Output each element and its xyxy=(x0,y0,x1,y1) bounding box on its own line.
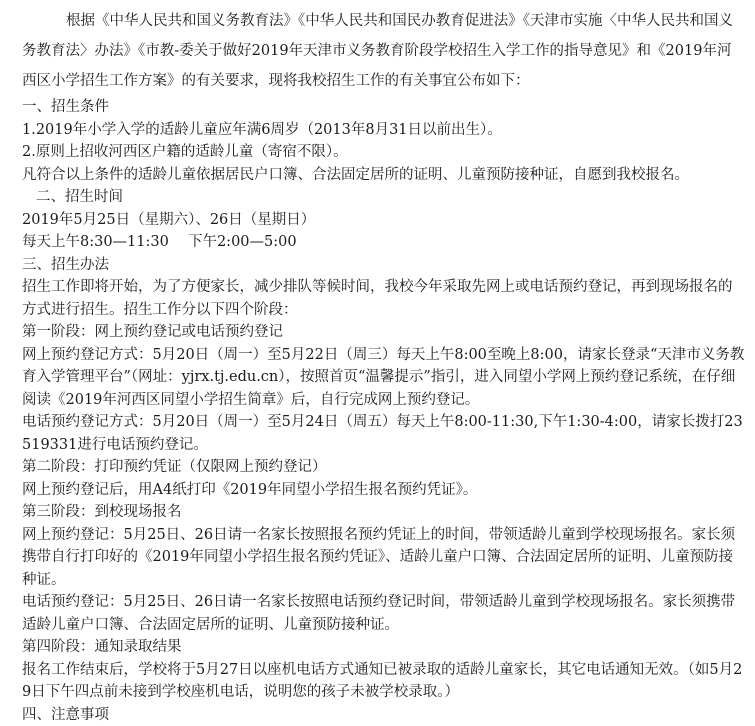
enrollment-hours: 每天上午8:30—11:30 下午2:00—5:00 xyxy=(22,231,745,254)
enrollment-date: 2019年5月25日（星期六）、26日（星期日） xyxy=(22,209,745,232)
condition-item-1: 1.2019年小学入学的适龄儿童应年满6周岁（2013年8月31日以前出生）。 xyxy=(22,119,745,142)
method-overview: 招生工作即将开始，为了方便家长，减少排队等候时间，我校今年采取先网上或电话预约登记，再到现场报名的方式进行招生。招生工作分以下四个阶段： xyxy=(22,276,745,321)
stage2-title: 第二阶段：打印预约凭证（仅限网上预约登记） xyxy=(22,456,745,479)
stage2-text: 网上预约登记后，用A4纸打印《2019年同望小学招生报名预约凭证》。 xyxy=(22,479,745,502)
stage3-online: 网上预约登记：5月25日、26日请一名家长按照报名预约凭证上的时间，带领适龄儿童到学校现场报名。家长须携带自行打印好的《2019年同望小学招生报名预约凭证》、适龄儿童户口簿、合法固定居所的证明、儿童预防接种证。 xyxy=(22,524,745,592)
stage4-title: 第四阶段：通知录取结果 xyxy=(22,636,745,659)
stage3-title: 第三阶段：到校现场报名 xyxy=(22,501,745,524)
condition-note: 凡符合以上条件的适龄儿童依据居民户口簿、合法固定居所的证明、儿童预防接种证，自愿到我校报名。 xyxy=(22,164,745,187)
stage1-title: 第一阶段：网上预约登记或电话预约登记 xyxy=(22,321,745,344)
section-heading-notes: 四、注意事项 xyxy=(22,704,745,726)
section-heading-conditions: 一、招生条件 xyxy=(22,96,745,119)
stage4-text: 报名工作结束后，学校将于5月27日以座机电话方式通知已被录取的适龄儿童家长，其它电话通知无效。（如5月29日下午四点前未接到学校座机电话，说明您的孩子未被学校录取。） xyxy=(22,659,745,704)
section-heading-time: 二、招生时间 xyxy=(22,186,745,209)
intro-paragraph: 根据《中华人民共和国义务教育法》《中华人民共和国民办教育促进法》《天津市实施〈中华人民共和国义务教育法〉办法》《市教-委关于做好2019年天津市义务教育阶段学校招生入学工作的指导意见》和《2019年河西区小学招生工作方案》的有关要求，现将我校招生工作的有关事宜公布如下： xyxy=(22,6,745,96)
section-heading-method: 三、招生办法 xyxy=(22,254,745,277)
condition-item-2: 2.原则上招收河西区户籍的适龄儿童（寄宿不限）。 xyxy=(22,141,745,164)
stage1-phone: 电话预约登记方式：5月20日（周一）至5月24日（周五）每天上午8:00-11:30,下午1:30-4:00，请家长拨打23519331进行电话预约登记。 xyxy=(22,411,745,456)
stage1-online: 网上预约登记方式：5月20日（周一）至5月22日（周三）每天上午8:00至晚上8:00，请家长登录“天津市义务教育入学管理平台”（网址：yjrx.tj.edu.cn），按照首页“温馨提示”指引，进入同望小学网上预约登记系统，在仔细阅读《2019年河西区同望小学招生简章》后，自行完成网上预约登记。 xyxy=(22,344,745,412)
stage3-phone: 电话预约登记：5月25日、26日请一名家长按照电话预约登记时间，带领适龄儿童到学校现场报名。家长须携带适龄儿童户口簿、合法固定居所的证明、儿童预防接种证。 xyxy=(22,591,745,636)
